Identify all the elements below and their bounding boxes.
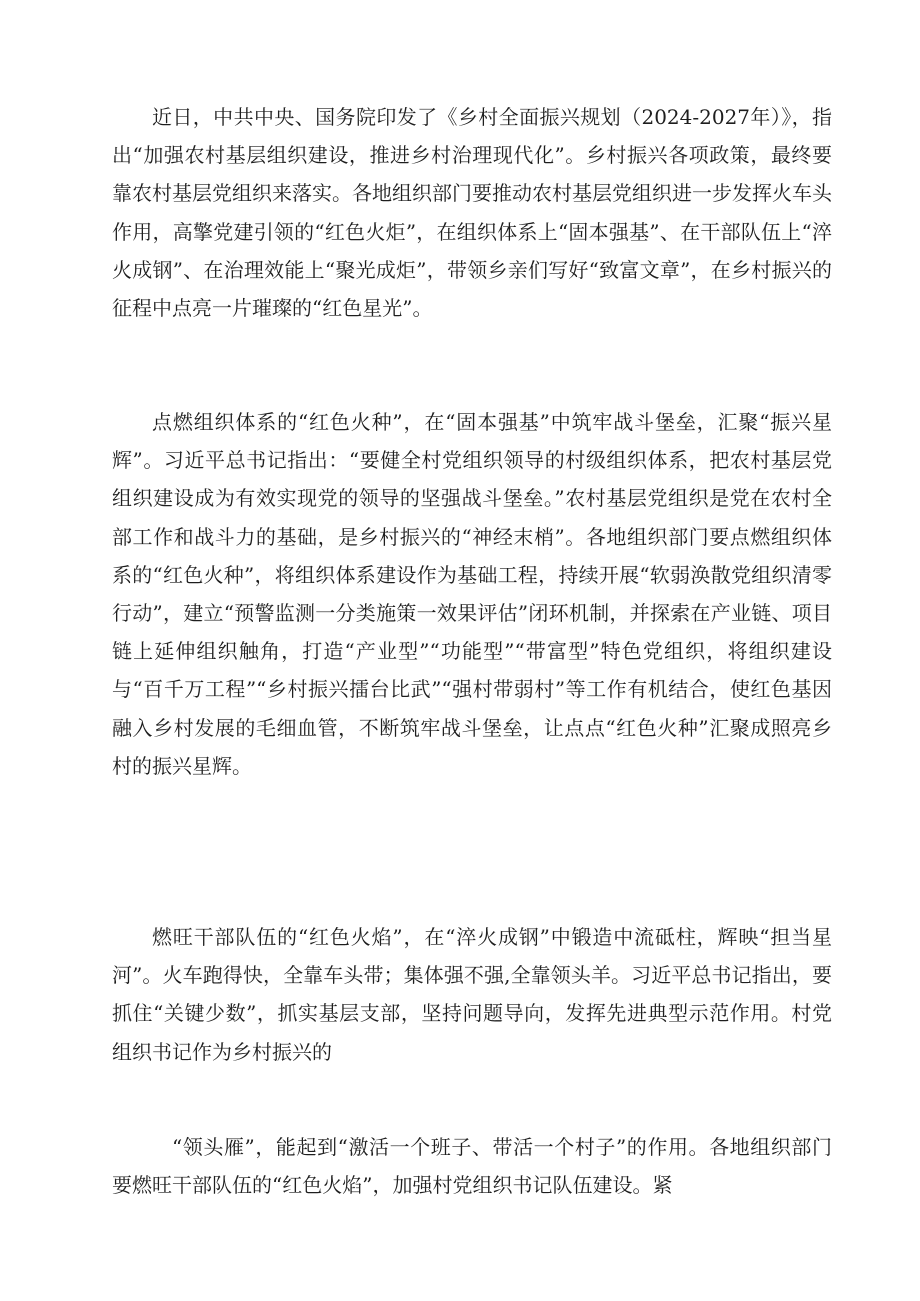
paragraph-cadre-team: 燃旺干部队伍的“红色火焰”，在“淬火成钢”中锻造中流砥柱，辉映“担当星河”。火车跑得快，全靠车头带；集体强不强,全靠领头羊。习近平总书记指出，要抓住“关键少数”，抓实基层支部，坚持问题导向，发挥先进典型示范作用。村党组织书记作为乡村振兴的 [112,925,832,1064]
paragraph-block-cadres [112,918,832,1071]
paragraph-intro: 近日，中共中央、国务院印发了《乡村全面振兴规划（2024-2027年）》，指出“加强农村基层组织建设，推进乡村治理现代化”。乡村振兴各项政策，最终要靠农村基层党组织来落实。各地组织部门要推动农村基层党组织进一步发挥火车头作用，高擎党建引领的“红色火炬”，在组织体系上“固本强基”、在干部队伍上“淬火成钢”、在治理效能上“聚光成炬”，带领乡亲们写好“致富文章”，在乡村振兴的征程中点亮一片璀璨的“红色星光”。 [112,105,832,321]
paragraph-block-lead-goose [112,1128,832,1204]
paragraph-organization-system: 点燃组织体系的“红色火种”，在“固本强基”中筑牢战斗堡垒，汇聚“振兴星辉”。习近平总书记指出：“要健全村党组织领导的村级组织体系，把农村基层党组织建设成为有效实现党的领导的坚强战斗堡垒。”农村基层党组织是党在农村全部工作和战斗力的基础，是乡村振兴的“神经末梢”。各地组织部门要点燃组织体系的“红色火种”，将组织体系建设作为基础工程，持续开展“软弱涣散党组织清零行动”，建立“预警监测一分类施策一效果评估”闭环机制，并探索在产业链、项目链上延伸组织触角，打造“产业型”“功能型”“带富型”特色党组织，将组织建设与“百千万工程”“乡村振兴擂台比武”“强村带弱村”等工作有机结合，使红色基因融入乡村发展的毛细血管，不断筑牢战斗堡垒，让点点“红色火种”汇聚成照亮乡村的振兴星辉。 [112,410,832,778]
paragraph-block-intro [112,98,832,327]
paragraph-block-organization [112,403,832,785]
paragraph-lead-goose: “领头雁”，能起到“激活一个班子、带活一个村子”的作用。各地组织部门要燃旺干部队伍的“红色火焰”，加强村党组织书记队伍建设。紧 [112,1135,832,1198]
